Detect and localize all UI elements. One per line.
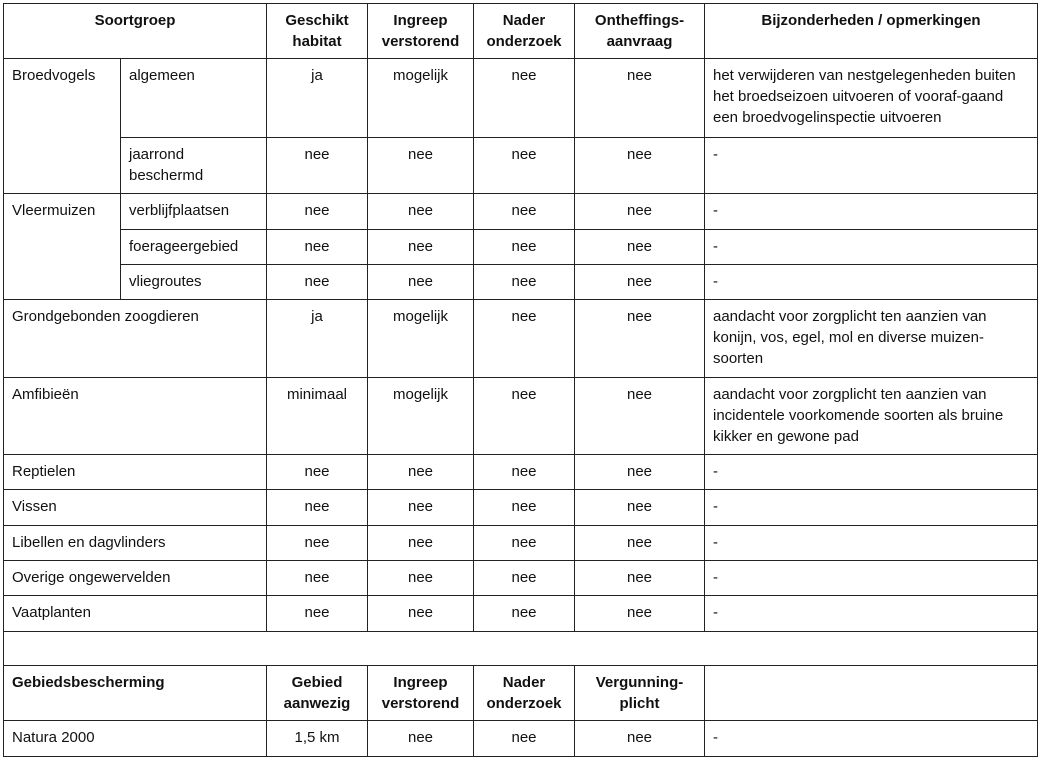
header-nader-onderzoek: Nader onderzoek (474, 4, 575, 59)
header-soortgroep: Soortgroep (4, 4, 267, 59)
separator-row (4, 632, 1038, 666)
cell-habitat: nee (267, 194, 368, 230)
cell-ingreep: nee (368, 455, 474, 490)
species-assessment-table (3, 3, 1038, 757)
cell-nader: nee (474, 300, 575, 378)
cell-nader: nee (474, 59, 575, 138)
cell-ontheffing: nee (575, 378, 705, 455)
cell-remark: - (705, 721, 1038, 757)
cell-remark: - (705, 526, 1038, 561)
table-row (4, 596, 1038, 632)
cell-habitat: ja (267, 300, 368, 378)
group-libellen-dagvlinders: Libellen en dagvlinders (4, 526, 267, 561)
group-grondgebonden-zoogdieren: Grondgebonden zoogdieren (4, 300, 267, 378)
group-vleermuizen: Vleermuizen (4, 194, 121, 300)
table-row (4, 526, 1038, 561)
cell-nader: nee (474, 265, 575, 300)
cell-ontheffing: nee (575, 265, 705, 300)
table-row (4, 455, 1038, 490)
cell-habitat: nee (267, 138, 368, 194)
cell-ontheffing: nee (575, 526, 705, 561)
cell-habitat: nee (267, 265, 368, 300)
cell-ingreep: nee (368, 265, 474, 300)
cell-ingreep: mogelijk (368, 59, 474, 138)
table-row (4, 721, 1038, 757)
separator-cell (4, 632, 1038, 666)
table-row (4, 230, 1038, 265)
cell-ingreep: nee (368, 194, 474, 230)
header-row (4, 4, 1038, 59)
cell-nader: nee (474, 561, 575, 596)
cell-nader: nee (474, 490, 575, 526)
cell-habitat: nee (267, 455, 368, 490)
cell-ontheffing: nee (575, 59, 705, 138)
cell-habitat: nee (267, 490, 368, 526)
header-gebied-aanwezig: Gebied aanwezig (267, 666, 368, 721)
header-gebiedsbescherming: Gebiedsbescherming (4, 666, 267, 721)
cell-ontheffing: nee (575, 561, 705, 596)
cell-habitat: minimaal (267, 378, 368, 455)
cell-remark: het verwijderen van nestgelegenheden buiten het broedseizoen uitvoeren of vooraf-gaand een broedvogelinspectie uitvoeren (705, 59, 1038, 138)
cell-nader: nee (474, 194, 575, 230)
header-ontheffingsaanvraag: Ontheffings-aanvraag (575, 4, 705, 59)
cell-ontheffing: nee (575, 138, 705, 194)
table-row (4, 265, 1038, 300)
cell-ingreep: nee (368, 230, 474, 265)
cell-nader: nee (474, 455, 575, 490)
cell-ingreep: nee (368, 490, 474, 526)
cell-ontheffing: nee (575, 230, 705, 265)
cell-nader: nee (474, 596, 575, 632)
header-vergunningplicht: Vergunning-plicht (575, 666, 705, 721)
group-amfibieen: Amfibieën (4, 378, 267, 455)
header-ingreep-verstorend: Ingreep verstorend (368, 4, 474, 59)
table-row (4, 59, 1038, 138)
cell-ingreep: nee (368, 721, 474, 757)
cell-ingreep: nee (368, 138, 474, 194)
cell-ingreep: nee (368, 526, 474, 561)
cell-remark: - (705, 265, 1038, 300)
cell-habitat: nee (267, 561, 368, 596)
table-row (4, 300, 1038, 378)
group-vaatplanten: Vaatplanten (4, 596, 267, 632)
sub-verblijfplaatsen: verblijfplaatsen (121, 194, 267, 230)
cell-habitat: nee (267, 526, 368, 561)
header-empty (705, 666, 1038, 721)
cell-ontheffing: nee (575, 455, 705, 490)
group-broedvogels: Broedvogels (4, 59, 121, 194)
cell-remark: - (705, 455, 1038, 490)
cell-nader: nee (474, 138, 575, 194)
header-bijzonderheden: Bijzonderheden / opmerkingen (705, 4, 1038, 59)
group-vissen: Vissen (4, 490, 267, 526)
natura-2000-label: Natura 2000 (4, 721, 267, 757)
table-row (4, 490, 1038, 526)
table-row (4, 378, 1038, 455)
header-nader-onderzoek-gebied: Nader onderzoek (474, 666, 575, 721)
table-row (4, 561, 1038, 596)
cell-remark: - (705, 596, 1038, 632)
cell-nader: nee (474, 378, 575, 455)
cell-remark: - (705, 230, 1038, 265)
cell-nader: nee (474, 721, 575, 757)
cell-ingreep: nee (368, 596, 474, 632)
cell-ontheffing: nee (575, 300, 705, 378)
sub-jaarrond-beschermd: jaarrond beschermd (121, 138, 267, 194)
cell-remark: aandacht voor zorgplicht ten aanzien van incidentele voorkomende soorten als bruine kikker en gewone pad (705, 378, 1038, 455)
cell-ingreep: mogelijk (368, 300, 474, 378)
cell-habitat: ja (267, 59, 368, 138)
cell-ingreep: nee (368, 561, 474, 596)
header-ingreep-verstorend-gebied: Ingreep verstorend (368, 666, 474, 721)
cell-ingreep: mogelijk (368, 378, 474, 455)
cell-afstand: 1,5 km (267, 721, 368, 757)
cell-habitat: nee (267, 230, 368, 265)
cell-ontheffing: nee (575, 490, 705, 526)
cell-vergunning: nee (575, 721, 705, 757)
cell-remark: - (705, 194, 1038, 230)
group-overige-ongewervelden: Overige ongewervelden (4, 561, 267, 596)
cell-remark: aandacht voor zorgplicht ten aanzien van konijn, vos, egel, mol en diverse muizen-soorten (705, 300, 1038, 378)
table-row (4, 194, 1038, 230)
sub-foerageergebied: foerageergebied (121, 230, 267, 265)
cell-nader: nee (474, 526, 575, 561)
gebied-header-row (4, 666, 1038, 721)
cell-nader: nee (474, 230, 575, 265)
cell-remark: - (705, 138, 1038, 194)
table-row (4, 138, 1038, 194)
sub-vliegroutes: vliegroutes (121, 265, 267, 300)
sub-algemeen: algemeen (121, 59, 267, 138)
group-reptielen: Reptielen (4, 455, 267, 490)
cell-ontheffing: nee (575, 194, 705, 230)
header-geschikt-habitat: Geschikt habitat (267, 4, 368, 59)
cell-habitat: nee (267, 596, 368, 632)
cell-remark: - (705, 561, 1038, 596)
cell-ontheffing: nee (575, 596, 705, 632)
cell-remark: - (705, 490, 1038, 526)
